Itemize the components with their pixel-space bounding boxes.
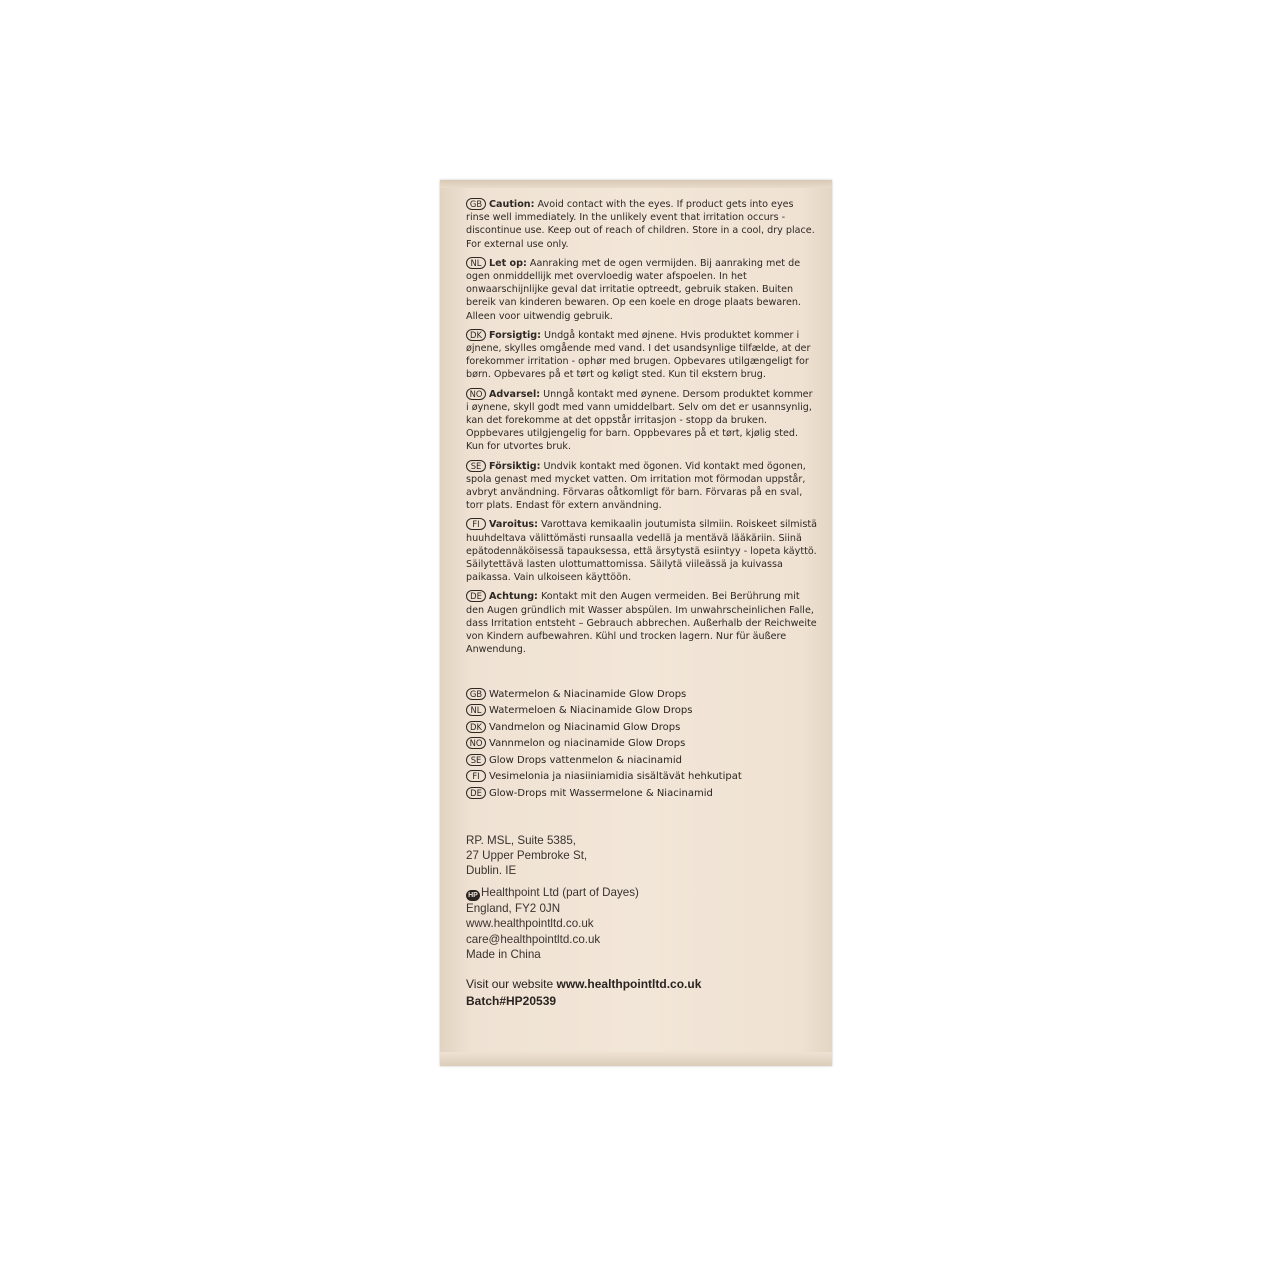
product-name: Vesimelonia ja niasiiniamidia sisältävät hehkutipat (489, 771, 742, 783)
country-code-badge: DE (466, 590, 486, 602)
healthpoint-logo-icon: HP (466, 890, 480, 901)
warning-label: Advarsel: (489, 388, 541, 400)
warning-label: Forsigtig: (489, 329, 541, 341)
warning-fi (466, 518, 818, 584)
email-text: care@healthpointltd.co.uk (466, 932, 601, 946)
country-code-badge: NL (466, 704, 486, 716)
warning-text: Avoid contact with the eyes. If product gets into eyes rinse well immediately. In the unlikely event that irritation occurs - discontinue use. Keep out of reach of children. Store in a cool, dry place. For external use only. (466, 199, 815, 250)
country-code-badge: GB (466, 198, 486, 210)
visit-url: www.healthpointltd.co.uk (556, 976, 702, 991)
warning-text: Varottava kemikaalin joutumista silmiin. Roiskeet silmistä huuhdeltava välittömästi runsaalla vedellä ja mentävä lääkäriin. Siinä epätodennäköisessä tapauksessa, että ärsytystä esiintyy - lopeta käyttö. Säilytettävä lasten ulottumattomissa. Säilytä viileässä ja kuivassa paikassa. Vain ulkoiseen käyttöön. (466, 519, 817, 584)
product-name: Glow-Drops mit Wassermelone & Niacinamid (489, 788, 713, 800)
warning-no (466, 388, 818, 454)
product-name-gb (466, 687, 818, 704)
country-code-badge: DK (466, 721, 486, 733)
product-name-no (466, 736, 818, 753)
warning-text: Unngå kontakt med øynene. Dersom produktet kommer i øynene, skyll godt med vann umiddelbart. Selv om det er usannsynlig, kan det forekomme at det oppstår irritasjon - stopp da bruken. Oppbevares utilgjengelig for barn. Oppbevares på et tørt, kjølig sted. Kun for utvortes bruk. (466, 388, 813, 453)
product-name-dk (466, 720, 818, 737)
warning-text: Aanraking met de ogen vermijden. Bij aanraking met de ogen onmiddellijk met overvloedig water afspoelen. In het onwaarschijnlijke geval dat irritatie optreedt, gebruik staken. Buiten bereik van kinderen bewaren. Op een koele en droge plaats bewaren. Alleen voor uitwendig gebruik. (466, 257, 801, 322)
country-code-badge: NO (466, 737, 486, 749)
country-code-badge: NO (466, 388, 486, 400)
product-name-se (466, 753, 818, 770)
product-name: Vandmelon og Niacinamid Glow Drops (489, 721, 681, 733)
warning-label: Försiktig: (489, 460, 541, 472)
visit-prefix: Visit our website (466, 976, 557, 991)
label-content (466, 198, 818, 1009)
address-section (466, 833, 818, 963)
country-code-badge: DE (466, 787, 486, 799)
warning-text: Undvik kontakt med ögonen. Vid kontakt med ögonen, spola genast med mycket vatten. Om irritation mot förmodan uppstår, avbryt användning. Förvaras oåtkomligt för barn. Förvaras på en sval, torr plats. Endast för extern användning. (466, 460, 806, 512)
product-name: Watermeloen & Niacinamide Glow Drops (489, 705, 693, 717)
country-code-badge: FI (466, 770, 486, 782)
warning-gb (466, 198, 818, 251)
address-line: England, FY2 0JN (466, 901, 561, 915)
origin-text: Made in China (466, 948, 541, 962)
website-text: www.healthpointltd.co.uk (466, 917, 594, 931)
warning-text: Kontakt mit den Augen vermeiden. Bei Berührung mit den Augen gründlich mit Wasser abspülen. Im unwahrscheinlichen Falle, dass Irritation entsteht – Gebrauch abbrechen. Außerhalb der Reichweite von Kindern aufbewahren. Kühl und trocken lagern. Nur für äußere Anwendung. (466, 591, 817, 656)
product-names-section (466, 687, 818, 803)
warning-text: Undgå kontakt med øjnene. Hvis produktet kommer i øjnene, skylles omgående med vand. I det usandsynlige tilfælde, at der forekommer irritation - ophør med brugen. Opbevares utilgængeligt for børn. Opbevares på et tørt og køligt sted. Kun til ekstern brug. (466, 329, 811, 381)
box-bottom-edge (440, 1052, 832, 1066)
product-name: Glow Drops vattenmelon & niacinamid (489, 754, 682, 766)
product-name-nl (466, 703, 818, 720)
warning-label: Caution: (489, 199, 535, 210)
warning-de (466, 590, 818, 656)
warning-dk (466, 329, 818, 382)
manufacturer-line (466, 885, 818, 901)
visit-website-line (466, 975, 818, 993)
country-code-badge: SE (466, 460, 486, 472)
country-code-badge: SE (466, 754, 486, 766)
warning-label: Let op: (489, 257, 527, 269)
country-code-badge: GB (466, 688, 486, 700)
product-name: Vannmelon og niacinamide Glow Drops (489, 738, 686, 750)
rp-address-line: Dublin. IE (466, 864, 517, 878)
warning-nl (466, 257, 818, 323)
batch-number: Batch#HP20539 (466, 993, 557, 1008)
warnings-section (466, 198, 818, 657)
warning-label: Varoitus: (489, 519, 538, 531)
company-name: Healthpoint Ltd (part of Dayes) (481, 885, 639, 899)
warning-se (466, 460, 818, 513)
product-name-fi (466, 769, 818, 786)
product-name-de (466, 786, 818, 803)
manufacturer-block (466, 885, 818, 963)
box-top-flap (440, 180, 832, 188)
product-name: Watermelon & Niacinamide Glow Drops (489, 688, 687, 700)
country-code-badge: DK (466, 329, 486, 341)
product-box-back (440, 180, 832, 1066)
rp-address-line: 27 Upper Pembroke St, (466, 849, 588, 863)
warning-label: Achtung: (489, 591, 538, 603)
country-code-badge: FI (466, 518, 486, 530)
country-code-badge: NL (466, 257, 486, 269)
rp-address-line: RP. MSL, Suite 5385, (466, 833, 576, 847)
